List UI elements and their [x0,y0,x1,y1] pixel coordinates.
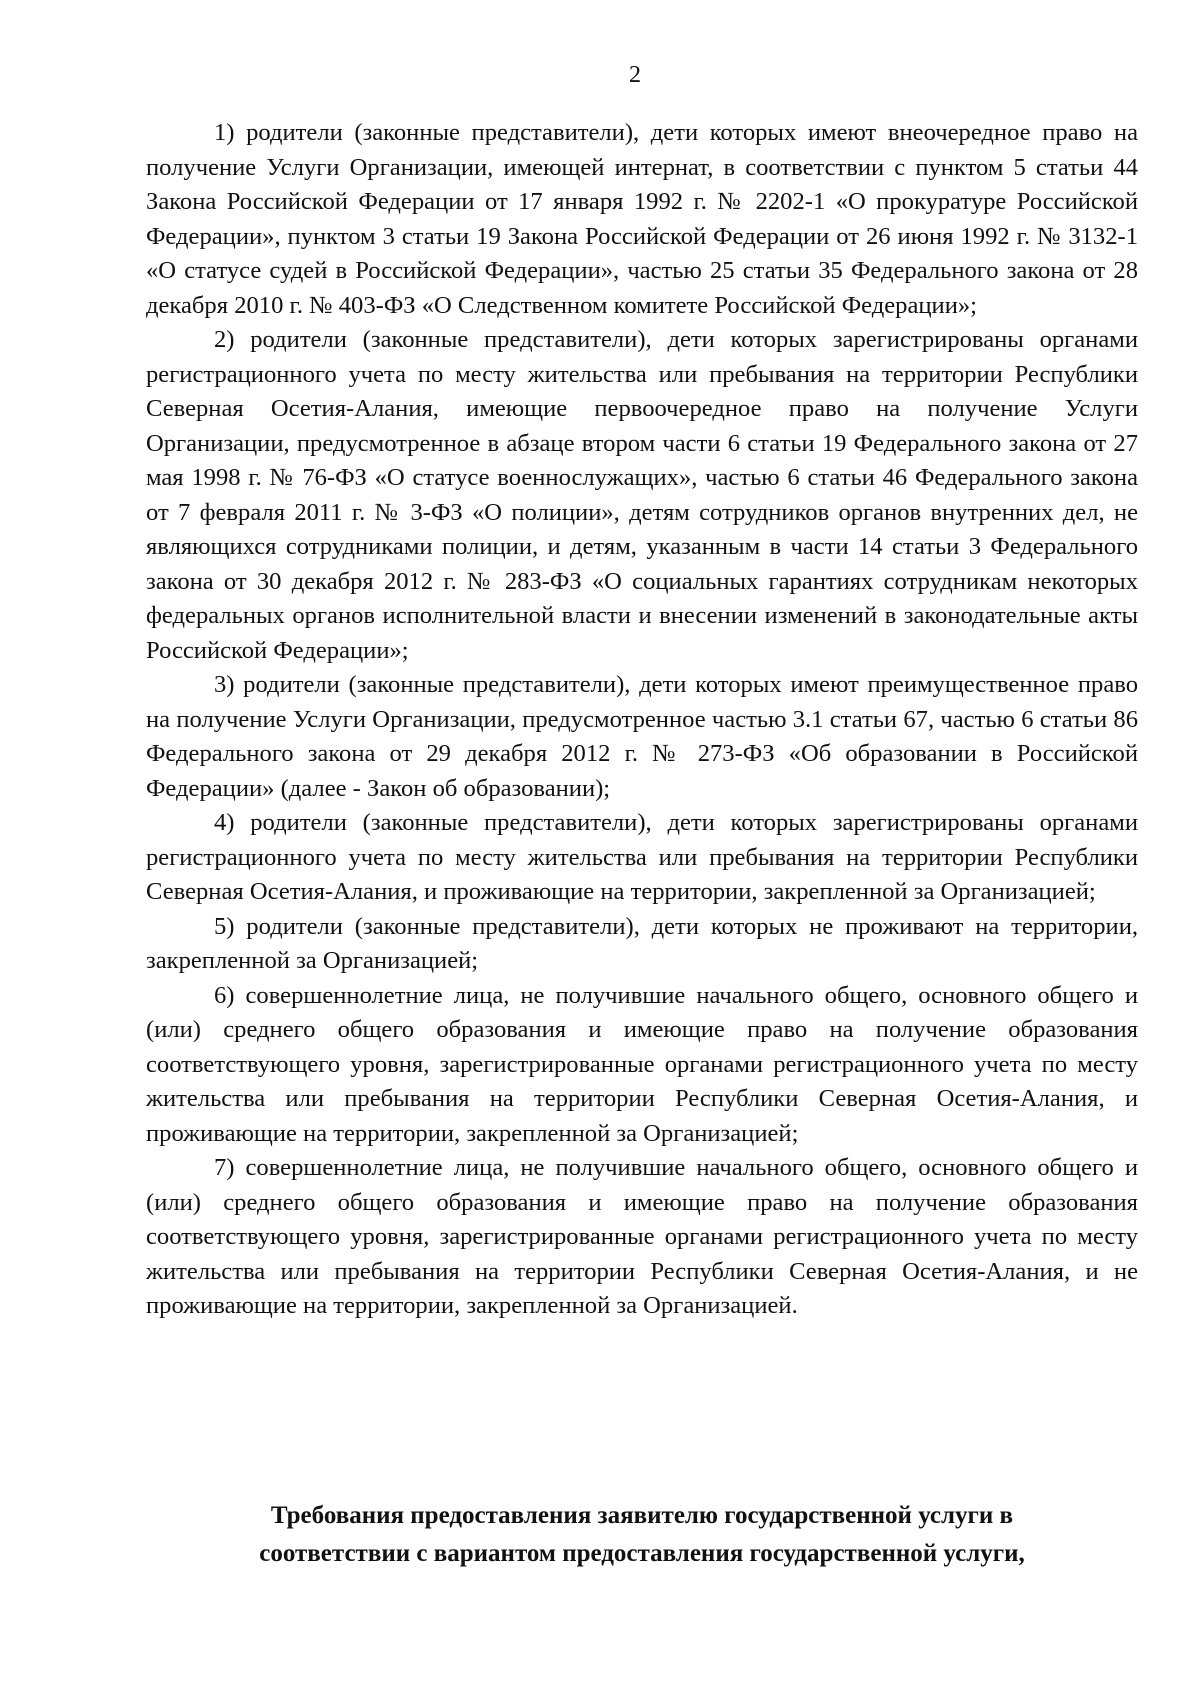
page-number: 2 [629,62,641,88]
list-item-1: 1) родители (законные представители), дети которых имеют внеочередное право на получение Услуги Организации, имеющей интернат, в соответствии с пунктом 5 статьи 44 Закона Российской Федерации от 17 января 1992 г. № 2202-1 «О прокуратуре Российской Федерации», пунктом 3 статьи 19 Закона Российской Федерации от 26 июня 1992 г. № 3132-1 «О статусе судей в Российской Федерации», частью 25 статьи 35 Федерального закона от 28 декабря 2010 г. № 403-ФЗ «О Следственном комитете Российской Федерации»; [146,119,1138,319]
document-body [146,116,1138,1324]
list-item-4: 4) родители (законные представители), дети которых зарегистрированы органами регистрационного учета по месту жительства или пребывания на территории Республики Северная Осетия-Алания, и проживающие на территории, закрепленной за Организацией; [146,809,1138,905]
section-heading-line-1: Требования предоставления заявителю государственной услуги в [270,1502,1014,1529]
list-item-3: 3) родители (законные представители), дети которых имеют преимущественное право на получение Услуги Организации, предусмотренное частью 3.1 статьи 67, частью 6 статьи 86 Федерального закона от 29 декабря 2012 г. № 273-ФЗ «Об образовании в Российской Федерации» (далее - Закон об образовании); [146,671,1138,802]
list-item-6: 6) совершеннолетние лица, не получившие начального общего, основного общего и (или) среднего общего образования и имеющие право на получение образования соответствующего уровня, зарегистрированные органами регистрационного учета по месту жительства или пребывания на территории Республики Северная Осетия-Алания, и проживающие на территории, закрепленной за Организацией; [146,981,1138,1147]
section-heading-line-2: соответствии с вариантом предоставления государственной услуги, [259,1540,1025,1567]
list-item-2: 2) родители (законные представители), дети которых зарегистрированы органами регистрационного учета по месту жительства или пребывания на территории Республики Северная Осетия-Алания, имеющие первоочередное право на получение Услуги Организации, предусмотренное в абзаце втором части 6 статьи 19 Федерального закона от 27 мая 1998 г. № 76-ФЗ «О статусе военнослужащих», частью 6 статьи 46 Федерального закона от 7 февраля 2011 г. № 3-ФЗ «О полиции», детям сотрудников органов внутренних дел, не являющихся сотрудниками полиции, и детям, указанным в части 14 статьи 3 Федерального закона от 30 декабря 2012 г. № 283-ФЗ «О социальных гарантиях сотрудникам некоторых федеральных органов исполнительной власти и внесении изменений в законодательные акты Российской Федерации»; [146,326,1138,664]
list-item-7: 7) совершеннолетние лица, не получившие начального общего, основного общего и (или) среднего общего образования и имеющие право на получение образования соответствующего уровня, зарегистрированные органами регистрационного учета по месту жительства или пребывания на территории Республики Северная Осетия-Алания, и не проживающие на территории, закрепленной за Организацией. [146,1154,1138,1319]
list-item-5: 5) родители (законные представители), дети которых не проживают на территории, закрепленной за Организацией; [146,912,1138,974]
section-heading [146,1497,1138,1573]
